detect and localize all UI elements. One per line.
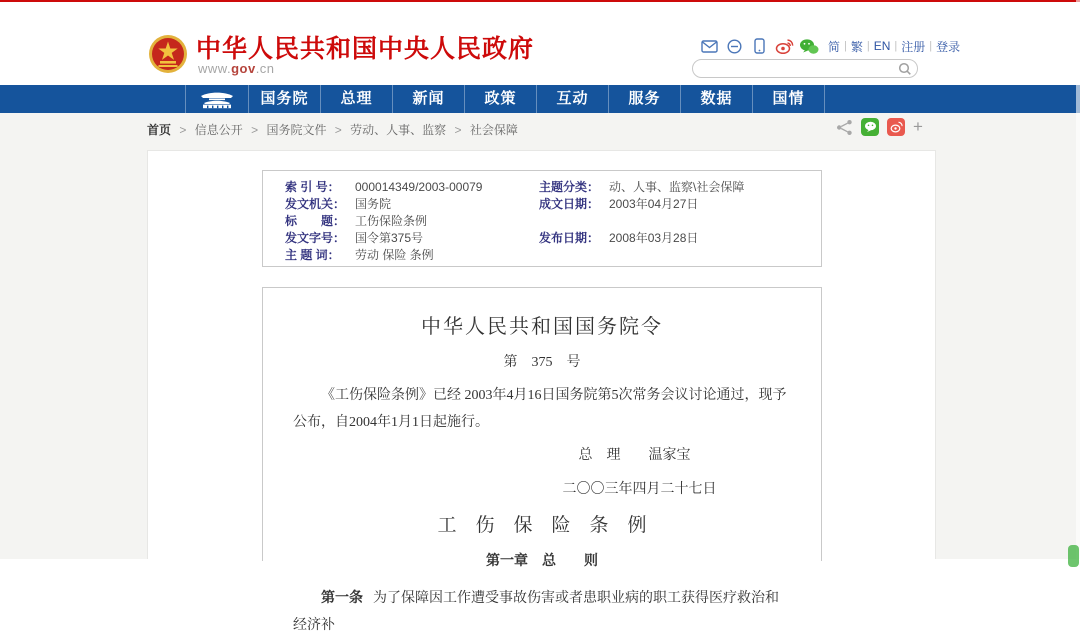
breadcrumb <box>147 121 518 138</box>
nav-item-policy[interactable]: 政策 <box>465 85 537 113</box>
meta-label: 索 引 号： <box>285 180 340 194</box>
decree-paragraph: 《工伤保险条例》已经 2003年4月16日国务院第5次常务会议讨论通过，现予公布，自2004年1月1日起施行。 <box>293 388 787 430</box>
nav-item-interaction[interactable]: 互动 <box>537 85 609 113</box>
meta-label: 主题分类： <box>539 180 600 194</box>
article-one-text: 为了保障因工作遭受事故伤害或者患职业病的职工获得医疗救治和经济补 <box>293 591 779 633</box>
mail-icon[interactable] <box>700 38 718 54</box>
breadcrumb-separator: > <box>179 123 187 137</box>
meta-label: 成文日期： <box>539 197 600 211</box>
header-tools <box>700 37 960 55</box>
site-url-gov: gov <box>231 61 256 76</box>
document-body <box>262 287 822 633</box>
decree-number: 第 375 号 <box>503 355 581 370</box>
nav-menu <box>185 85 825 113</box>
law-title: 工 伤 保 险 条 例 <box>437 515 647 536</box>
breadcrumb-social-security[interactable]: 社会保障 <box>469 123 518 137</box>
meta-value: 2008年03月28日 <box>609 231 699 245</box>
meta-row-index-number <box>285 179 482 196</box>
scrollbar[interactable] <box>1076 0 1080 559</box>
breadcrumb-home[interactable]: 首页 <box>147 123 172 137</box>
meta-column-left <box>285 179 482 264</box>
nav-item-state-council[interactable]: 国务院 <box>249 85 321 113</box>
meta-column-right <box>539 179 744 247</box>
back-to-top-button[interactable] <box>1068 545 1079 567</box>
meta-value: 国令第375号 <box>355 231 424 245</box>
article-one <box>293 585 791 639</box>
share-weibo-icon[interactable] <box>887 118 905 136</box>
nav-item-services[interactable]: 服务 <box>609 85 681 113</box>
circle-minus-icon[interactable] <box>725 38 743 54</box>
search-input[interactable] <box>703 61 888 76</box>
nav-item-data[interactable]: 数据 <box>681 85 753 113</box>
nav-item-news[interactable]: 新闻 <box>393 85 465 113</box>
meta-row-keywords <box>285 247 482 264</box>
register-link[interactable]: 注册 <box>901 39 926 54</box>
sign-date-line: 二〇〇三年四月二十七日 <box>562 482 717 497</box>
meta-row-written-date <box>539 196 744 213</box>
meta-row-issuing-authority <box>285 196 482 213</box>
site-title: 中华人民共和国中央人民政府 <box>196 35 535 63</box>
breadcrumb-separator: > <box>454 123 462 137</box>
meta-row-spacer <box>539 213 744 230</box>
breadcrumb-labor-personnel-supervision[interactable]: 劳动、人事、监察 <box>350 123 447 137</box>
meta-label: 发文机关： <box>285 197 346 211</box>
link-separator: | <box>929 40 933 52</box>
lang-traditional[interactable]: 繁 <box>850 39 863 54</box>
breadcrumb-info-disclosure[interactable]: 信息公开 <box>194 123 243 137</box>
share-icon[interactable] <box>836 119 853 136</box>
lang-english[interactable]: EN <box>873 39 891 53</box>
mobile-icon[interactable] <box>750 38 768 54</box>
weibo-icon[interactable] <box>775 38 793 54</box>
share-wechat-icon[interactable] <box>861 118 879 136</box>
meta-label: 发布日期： <box>539 231 600 245</box>
chapter-heading: 第一章 总 则 <box>486 554 598 569</box>
content-card <box>147 150 936 633</box>
wechat-icon[interactable] <box>800 38 818 54</box>
meta-value: 动、人事、监察\社会保障 <box>609 180 745 194</box>
breadcrumb-separator: > <box>251 123 259 137</box>
article-one-label: 第一条 <box>321 591 363 606</box>
meta-row-document-number <box>285 230 482 247</box>
meta-value: 劳动 保险 条例 <box>355 248 434 262</box>
link-separator: | <box>866 40 870 52</box>
nav-item-premier[interactable]: 总理 <box>321 85 393 113</box>
meta-row-publish-date <box>539 230 744 247</box>
link-separator: | <box>844 40 847 52</box>
meta-row-subject-category <box>539 179 744 196</box>
meta-label: 标 题： <box>285 214 346 228</box>
meta-value: 工伤保险条例 <box>355 214 428 228</box>
share-more-button[interactable]: + <box>913 117 923 136</box>
meta-value: 国务院 <box>355 197 392 211</box>
meta-label: 发文字号： <box>285 231 346 245</box>
lang-links <box>828 38 960 55</box>
meta-row-title <box>285 213 482 230</box>
site-url[interactable] <box>198 61 275 76</box>
signer-line: 总 理 温家宝 <box>578 448 691 463</box>
login-link[interactable]: 登录 <box>936 39 961 54</box>
document-meta-box <box>262 170 822 267</box>
tiananmen-icon <box>199 89 235 109</box>
nav-item-national-conditions[interactable]: 国情 <box>753 85 825 113</box>
main-navbar <box>0 85 1080 113</box>
site-url-www: www. <box>198 61 232 76</box>
breadcrumb-state-council-documents[interactable]: 国务院文件 <box>266 123 327 137</box>
meta-label: 主 题 词： <box>285 248 340 262</box>
national-emblem-logo <box>148 33 188 75</box>
search-icon[interactable] <box>898 62 912 76</box>
decree-title: 中华人民共和国国务院令 <box>421 316 663 338</box>
site-header <box>0 2 1080 85</box>
site-url-cn: .cn <box>255 61 275 76</box>
meta-value: 2003年04月27日 <box>609 197 699 211</box>
meta-value: 000014349/2003-00079 <box>355 180 483 194</box>
lang-simplified[interactable]: 简 <box>828 39 841 54</box>
breadcrumb-separator: > <box>334 123 342 137</box>
link-separator: | <box>894 40 898 52</box>
nav-home-button[interactable] <box>185 85 249 113</box>
share-bar <box>836 118 923 136</box>
search-box <box>692 59 918 78</box>
